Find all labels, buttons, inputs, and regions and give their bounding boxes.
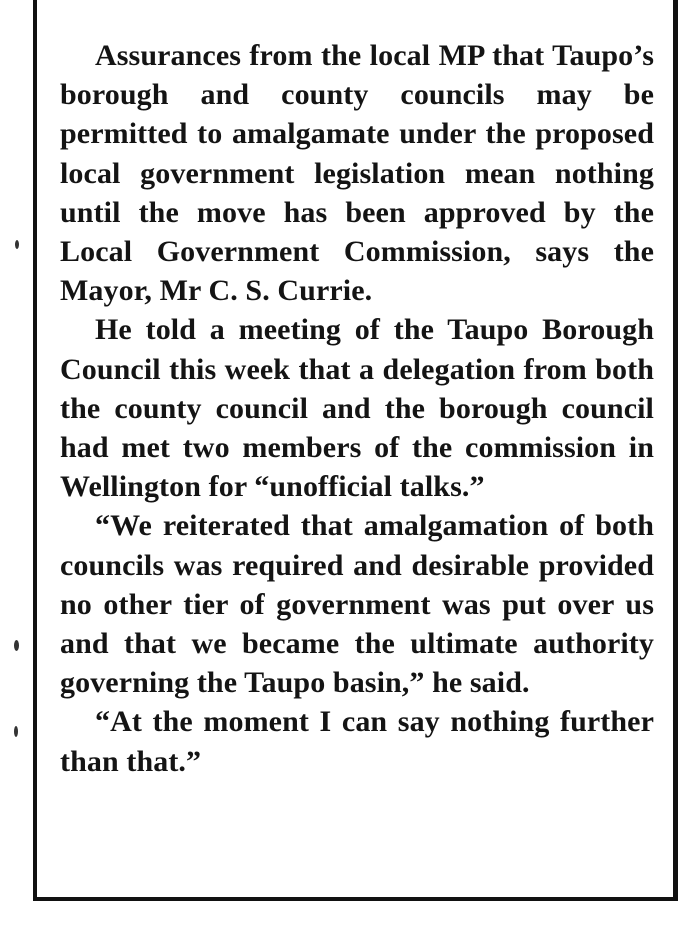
article-paragraph-1: Assurances from the local MP that Taupo’s borough and county councils may be permitted to amalgamate under the proposed local government legislation mean nothing until the move has been approved by the Local Government Commission, says the Mayor, Mr C. S. Currie.: [60, 39, 654, 308]
margin-speck: [14, 640, 19, 651]
article-paragraph-2: He told a meeting of the Taupo Borough Council this week that a delegation from both the county council and the borough council had met two members of the commission in Wellington for “unofficial talks.”: [60, 313, 654, 504]
article-body: [60, 36, 654, 781]
margin-speck: [15, 240, 19, 249]
margin-speck: [14, 726, 18, 737]
article-paragraph-3: “We reiterated that amalgamation of both councils was required and desirable provided no other tier of government was put over us and that we became the ultimate authority governing the Taupo basin,” he said.: [60, 509, 654, 700]
article-paragraph-4: “At the moment I can say nothing further than that.”: [60, 705, 654, 778]
